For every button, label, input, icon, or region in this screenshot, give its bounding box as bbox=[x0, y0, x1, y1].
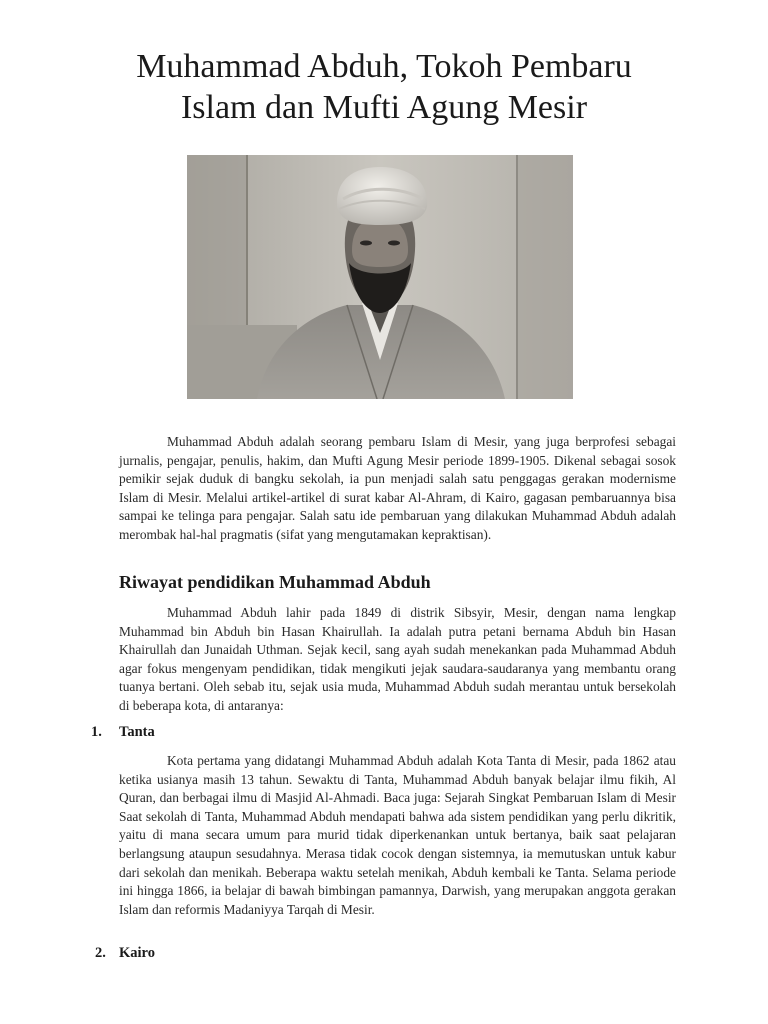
title-line-2: Islam dan Mufti Agung Mesir bbox=[180, 89, 588, 126]
section-paragraph: Muhammad Abduh lahir pada 1849 di distrik Sibsyir, Mesir, dengan nama lengkap Muhammad bin Abduh bin Hasan Khairullah. Ia adalah putra petani bernama Abduh bin Hasan Khairullah dan Junaidah Uthman. Sejak kecil, sang ayah sudah menekankan pada Muhammad Abduh agar fokus mengenyam pendidikan, tidak mengikuti jejak saudara-saudaranya yang membantu orang tuanya bertani. Oleh sebab itu, sejak usia muda, Muhammad Abduh sudah merantau untuk bersekolah di beberapa kota, di antaranya: bbox=[119, 605, 676, 713]
section-heading: Riwayat pendidikan Muhammad Abduh bbox=[119, 572, 431, 592]
list-item-number: 1. bbox=[91, 724, 102, 740]
portrait-photo bbox=[187, 155, 573, 399]
document-title bbox=[0, 46, 768, 128]
title-line-1: Muhammad Abduh, Tokoh Pembaru bbox=[136, 48, 632, 85]
list-item-paragraph: Kota pertama yang didatangi Muhammad Abduh adalah Kota Tanta di Mesir, pada 1862 atau ketika usianya masih 13 tahun. Sewaktu di Tanta, Muhammad Abduh banyak belajar ilmu fikih, Al Quran, dan berbagai ilmu di Masjid Al-Ahmadi. Baca juga: Sejarah Singkat Pembaruan Islam di Mesir Saat sekolah di Tanta, Muhammad Abduh mendapati bahwa ada sistem pendidikan yang perlu dikritik, yaitu di mana secara umum para murid tidak diperkenankan untuk bertanya, baik saat pelajaran berlangsung ataupun sesudahnya. Merasa tidak cocok dengan sistemnya, ia memutuskan untuk kabur dari sekolah dan menikah. Beberapa waktu setelah menikah, Abduh kembali ke Tanta. Selama periode ini hingga 1866, ia belajar di bawah bimbingan pamannya, Darwish, yang merupakan anggota gerakan Islam dan reformis Madaniyya Tarqah di Mesir. bbox=[119, 753, 676, 917]
list-item-label: Kairo bbox=[119, 945, 155, 961]
list-item-number: 2. bbox=[95, 945, 106, 961]
intro-paragraph: Muhammad Abduh adalah seorang pembaru Islam di Mesir, yang juga berprofesi sebagai jurnalis, pengajar, penulis, hakim, dan Mufti Agung Mesir periode 1899-1905. Dikenal sebagai sosok pemikir sejak duduk di bangku sekolah, ia pun menjadi salah satu penggagas gerakan modernisme Islam di Mesir. Melalui artikel-artikel di surat kabar Al-Ahram, di Kairo, gagasan pembaruannya bisa sampai ke telinga para pengajar. Salah satu ide pembaruan yang dilakukan Muhammad Abduh adalah merombak hal-hal pragmatis (sifat yang mengutamakan kepraktisan). bbox=[119, 434, 676, 542]
list-item-heading bbox=[91, 724, 155, 741]
list-item-heading bbox=[95, 945, 155, 962]
list-item-label: Tanta bbox=[119, 724, 155, 740]
